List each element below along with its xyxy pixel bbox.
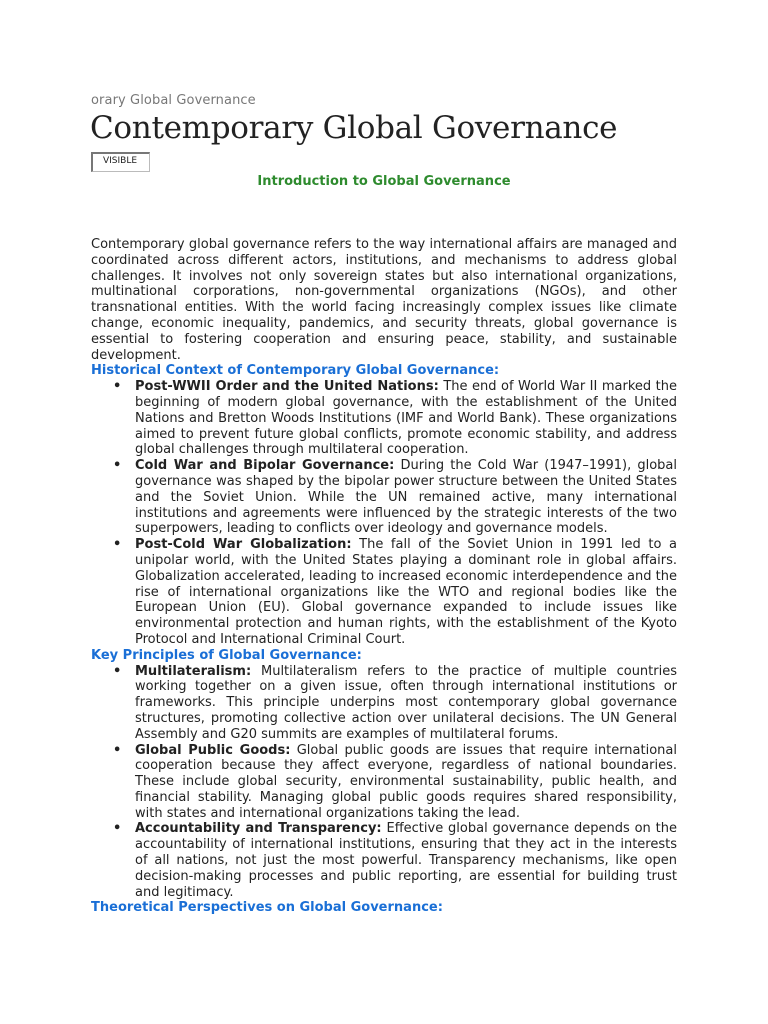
section-heading-historical: Historical Context of Contemporary Global Governance: [91,363,500,379]
list-item [135,664,677,743]
list-item [135,379,677,458]
list-item-term: Global Public Goods: [135,742,291,758]
document-body [91,237,677,916]
list-item-text: Effective global governance depends on the accountability of international institutions, ensuring that they act in the interests of all nations, not just the most powerful. Transparency mechanisms, like open decision-making processes and public reporting, are essential for building trust and legitimacy. [135,821,677,900]
list-item-text: The end of World War II marked the beginning of modern global governance, with the establishment of the United Nations and Bretton Woods Institutions (IMF and World Bank). These organizations aimed to prevent future global conflicts, promote economic stability, and address global challenges through multilateral cooperation. [135,379,678,458]
page-title: Contemporary Global Governance [90,110,618,146]
list-item [135,458,677,537]
list-item-text: The fall of the Soviet Union in 1991 led to a unipolar world, with the United States playing a dominant role in global affairs. Globalization accelerated, leading to increased economic interdependence and the rise of international organizations like the WTO and regional bodies like the European Union (EU). Global governance expanded to include issues like environmental protection and human rights, with the establishment of the Kyoto Protocol and International Criminal Court. [135,537,678,647]
list-item-text: Global public goods are issues that require international cooperation because they affect everyone, regardless of national boundaries. These include global security, environmental sustainability, public health, and financial stability. Managing global public goods requires shared responsibility, with states and international organizations taking the lead. [135,742,677,821]
visibility-badge[interactable]: VISIBLE [91,152,150,172]
intro-heading: Introduction to Global Governance [257,174,511,189]
list-item-text: During the Cold War (1947–1991), global governance was shaped by the bipolar power structure between the United States and the Soviet Union. While the UN remained active, many international institutions and agreements were influenced by the strategic interests of the two superpowers, leading to conflicts over ideology and governance models. [135,458,677,537]
list-item-term: Accountability and Transparency: [135,821,382,837]
historical-list [91,379,677,648]
list-item [135,743,677,822]
list-item-term: Multilateralism: [135,663,252,679]
list-item-term: Cold War and Bipolar Governance: [135,458,395,474]
list-item-term: Post-WWII Order and the United Nations: [135,379,439,395]
intro-paragraph: Contemporary global governance refers to the way international affairs are managed and coordinated across different actors, institutions, and mechanisms to address global challenges. It involves not only sovereign states but also international organizations, multinational corporations, non-governmental organizations (NGOs), and other transnational entities. With the world facing increasingly complex issues like climate change, economic inequality, pandemics, and security threats, global governance is essential to fostering cooperation and ensuring peace, stability, and sustainable development. [91,237,677,363]
section-heading-principles: Key Principles of Global Governance: [91,647,362,663]
principles-list [91,664,677,901]
list-item-text: Multilateralism refers to the practice of multiple countries working together on a given issue, often through international institutions or frameworks. This principle underpins most contemporary global governance structures, promoting collective action over unilateral decisions. The UN General Assembly and G20 summits are examples of multilateral forums. [135,663,677,742]
list-item [135,821,677,900]
list-item-term: Post-Cold War Globalization: [135,537,352,553]
list-item [135,537,677,648]
breadcrumb: orary Global Governance [91,93,256,108]
section-heading-theoretical: Theoretical Perspectives on Global Governance: [91,900,443,916]
